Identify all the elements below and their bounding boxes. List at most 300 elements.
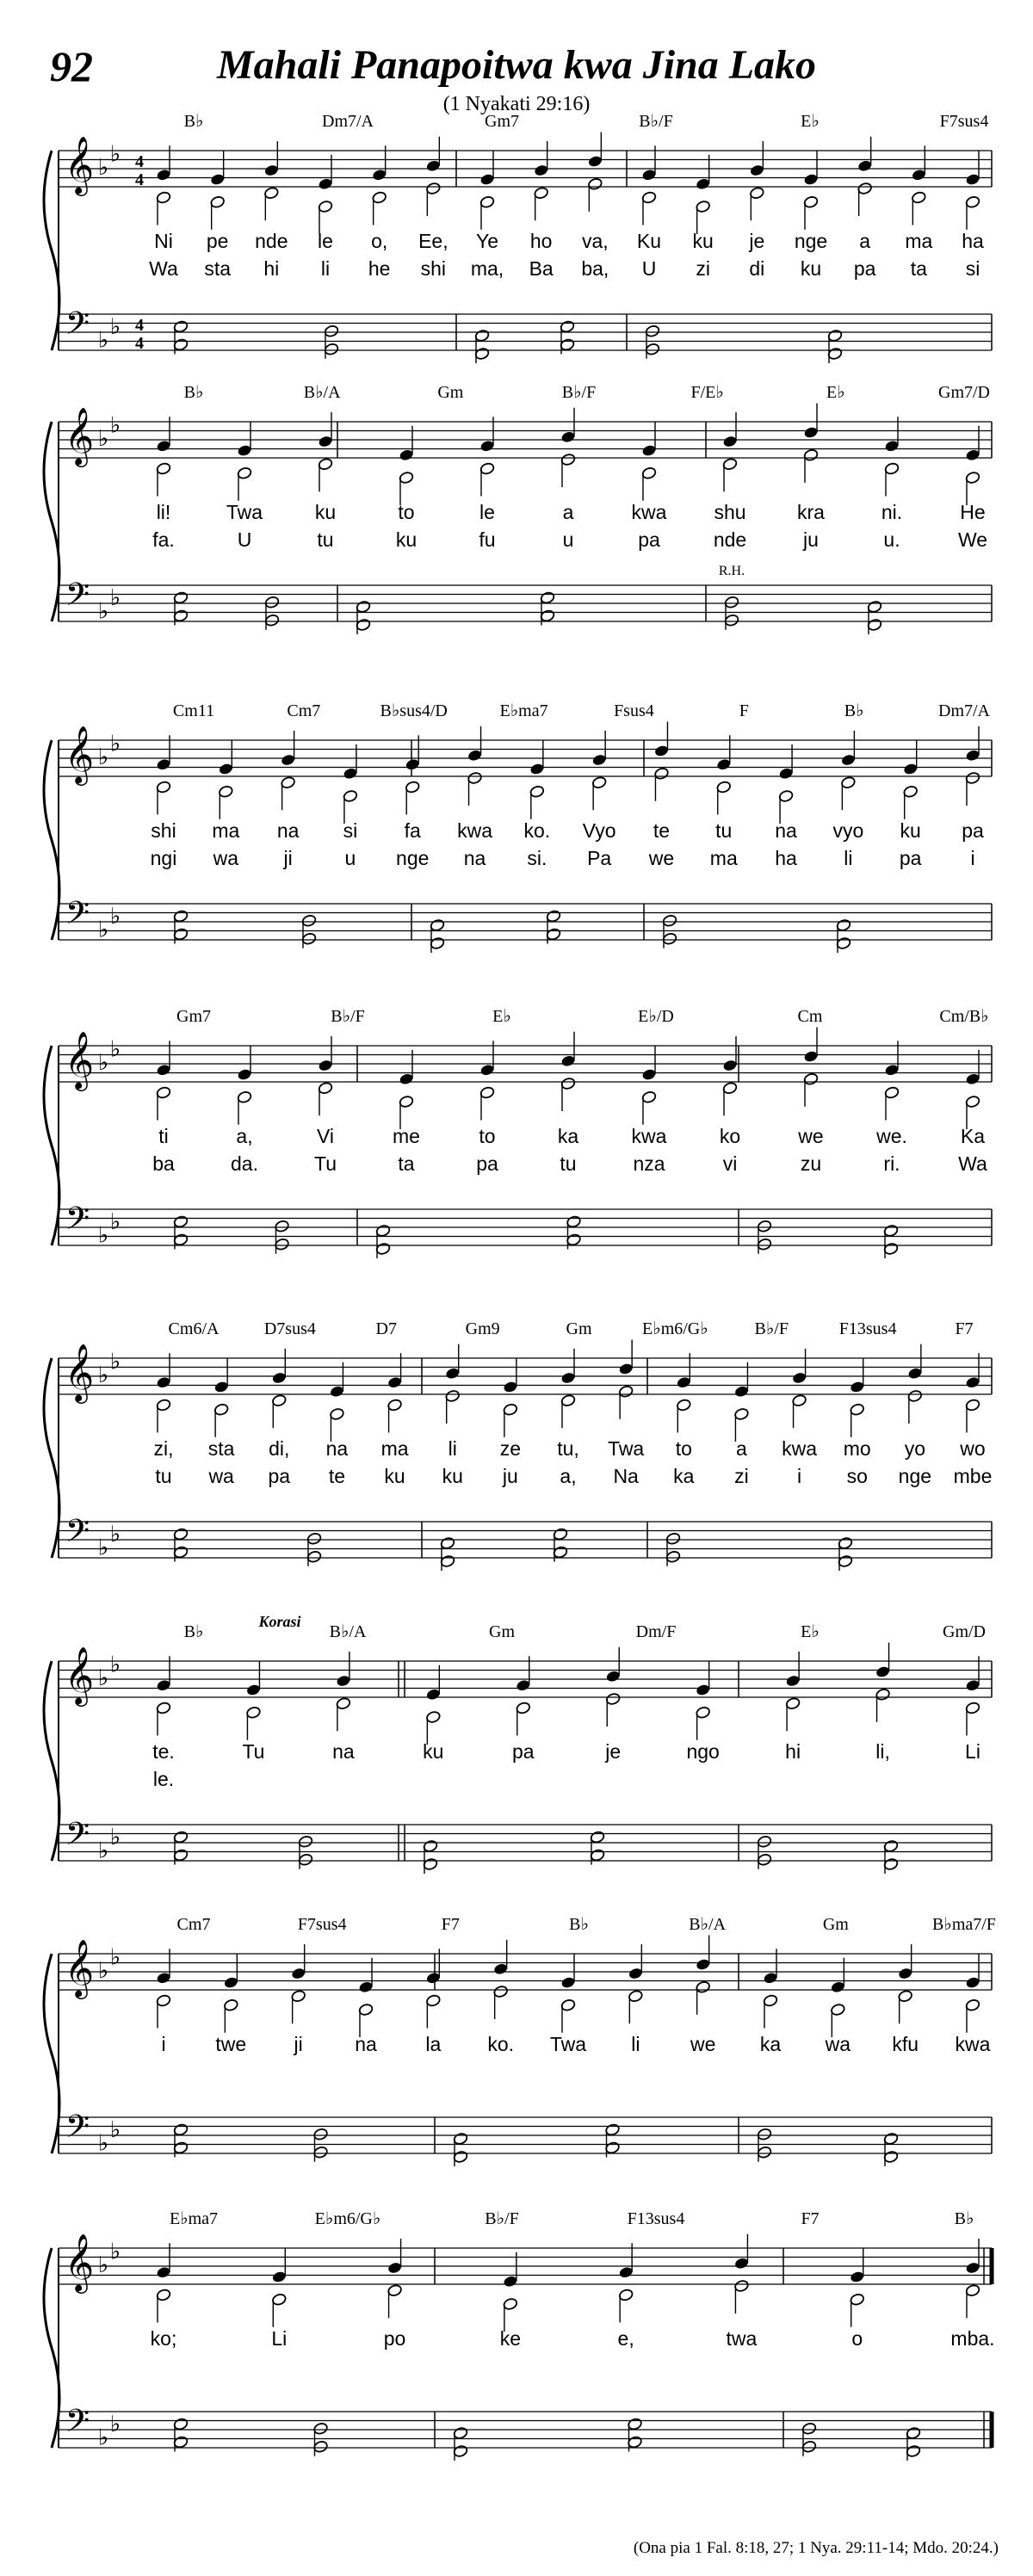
note-head-alto xyxy=(237,1090,252,1103)
note-head xyxy=(156,169,171,182)
note-head xyxy=(641,1068,657,1081)
bass-note-head xyxy=(430,918,445,931)
lyric-verse1: ku xyxy=(423,1740,444,1763)
bass-note-head xyxy=(313,2128,329,2140)
note-head-alto xyxy=(641,191,657,204)
lyric-verse1: ho xyxy=(529,230,553,252)
chord-symbol: B♭ xyxy=(569,1915,589,1934)
bass-note-head xyxy=(665,1532,681,1545)
bass-clef-icon: 𝄢 xyxy=(65,2109,90,2153)
key-flat-icon: ♭ xyxy=(97,327,109,354)
bass-clef-icon: 𝄢 xyxy=(65,1816,90,1860)
treble-clef-icon: 𝄞 xyxy=(64,725,95,783)
lyric-verse1: va, xyxy=(581,230,609,252)
lyric-verse2: ma, xyxy=(470,257,504,280)
bass-clef-icon: 𝄢 xyxy=(65,895,90,939)
note-head-alto xyxy=(840,776,856,789)
note-head-alto xyxy=(223,1998,238,2011)
note-head xyxy=(560,1054,576,1067)
note-head xyxy=(840,753,856,766)
lyric-verse1: Ye xyxy=(475,230,499,252)
note-head-alto xyxy=(898,1990,913,2003)
lyric-verse2: ngi xyxy=(150,847,177,869)
chord-symbol: B♭/A xyxy=(329,1622,367,1641)
note-head xyxy=(534,164,549,176)
bass-note-head xyxy=(883,1857,899,1870)
lyric-verse1: nde xyxy=(255,230,288,252)
note-head-alto xyxy=(722,458,738,471)
note-head-alto xyxy=(560,453,576,466)
note-head xyxy=(343,767,358,780)
bass-note-head xyxy=(801,2440,817,2453)
key-flat-icon: ♭ xyxy=(97,1958,109,1984)
note-head-alto xyxy=(156,191,171,204)
key-flat-icon: ♭ xyxy=(97,2425,109,2451)
bass-note-head xyxy=(645,343,660,355)
key-flat-icon: ♭ xyxy=(109,412,121,439)
note-head xyxy=(237,1068,252,1081)
lyric-verse1: Tu xyxy=(242,1740,265,1763)
bass-note-head xyxy=(883,1839,899,1852)
note-head-alto xyxy=(792,1394,807,1407)
lyric-verse2: li xyxy=(844,847,853,869)
note-head xyxy=(336,1674,351,1687)
system-brace xyxy=(44,422,59,621)
note-head-alto xyxy=(503,2297,518,2310)
lyric-verse1: li! xyxy=(156,501,171,523)
lyric-verse1: ngo xyxy=(686,1740,720,1763)
key-flat-icon: ♭ xyxy=(97,426,109,452)
system-brace xyxy=(44,1046,59,1245)
note-head xyxy=(445,1367,461,1380)
lyric-verse2: nge xyxy=(898,1465,932,1487)
bass-note-head xyxy=(553,1546,568,1559)
bass-clef-icon: 𝄢 xyxy=(65,2403,90,2447)
lyric-verse2: U xyxy=(237,528,252,551)
lyric-verse1: to xyxy=(398,501,415,523)
note-head-alto xyxy=(281,776,296,789)
lyric-verse1: zi, xyxy=(153,1437,174,1460)
lyric-verse2: vi xyxy=(722,1152,738,1175)
lyric-verse1: ko. xyxy=(523,819,551,842)
note-head-alto xyxy=(587,177,603,190)
bass-note-head xyxy=(838,1536,853,1549)
lyric-verse1: to xyxy=(675,1437,692,1460)
note-head xyxy=(425,1688,441,1701)
note-head-alto xyxy=(237,466,252,479)
note-head-alto xyxy=(733,2279,749,2292)
lyric-verse2: mbe xyxy=(953,1465,993,1487)
bass-note-head xyxy=(423,1839,438,1852)
lyric-verse2: ju xyxy=(803,528,819,551)
bass-note-head xyxy=(757,1238,772,1251)
note-head xyxy=(329,1385,344,1398)
note-head xyxy=(965,173,980,186)
lyric-verse1: la xyxy=(425,2033,442,2055)
lyric-verse1: to xyxy=(479,1125,496,1147)
chord-symbol: Gm7 xyxy=(485,112,519,131)
note-head-alto xyxy=(965,771,980,784)
note-head-alto xyxy=(399,1095,414,1108)
note-head xyxy=(223,1976,238,1989)
bass-note-head xyxy=(298,1835,313,1848)
lyric-verse1: na xyxy=(276,819,300,842)
bass-note-head xyxy=(801,2422,817,2435)
bass-note-head xyxy=(836,918,851,931)
note-head xyxy=(479,173,495,186)
lyric-verse1: le xyxy=(318,230,333,252)
key-flat-icon: ♭ xyxy=(109,2411,121,2437)
bass-note-head xyxy=(324,324,339,337)
key-flat-icon: ♭ xyxy=(97,1838,109,1864)
note-head xyxy=(372,169,387,182)
bass-note-head xyxy=(867,618,882,631)
lyric-verse2: nza xyxy=(633,1152,665,1175)
lyric-verse1: ti xyxy=(158,1125,169,1147)
system-brace xyxy=(44,151,59,350)
note-head xyxy=(965,2261,980,2274)
bass-note-head xyxy=(757,2146,772,2159)
note-head-alto xyxy=(358,2003,374,2016)
note-head xyxy=(156,440,171,453)
lyric-verse2: li xyxy=(320,257,331,280)
lyric-verse1: i xyxy=(161,2033,166,2055)
lyric-verse1: shi xyxy=(151,819,176,842)
treble-clef-icon: 𝄞 xyxy=(64,406,95,465)
note-head-alto xyxy=(218,785,233,798)
note-head-alto xyxy=(965,2284,980,2297)
note-head xyxy=(965,1679,980,1692)
bass-note-head xyxy=(662,932,677,945)
note-head xyxy=(830,1980,845,1993)
note-head xyxy=(722,435,738,448)
note-head-alto xyxy=(246,1706,262,1719)
lyric-verse1: tu, xyxy=(557,1437,579,1460)
bass-note-head xyxy=(173,591,189,604)
key-flat-icon: ♭ xyxy=(109,141,121,168)
chord-symbol: B♭/F xyxy=(754,1319,789,1338)
note-head xyxy=(857,159,873,172)
lyric-verse2: hi xyxy=(263,257,280,280)
lyric-verse2: he xyxy=(368,257,391,280)
bass-note-head xyxy=(757,1835,772,1848)
lyric-verse2: U xyxy=(641,257,657,280)
note-head xyxy=(722,1059,738,1072)
bass-note-head xyxy=(827,347,843,360)
lyric-verse2: u. xyxy=(883,528,900,551)
note-head-alto xyxy=(654,767,670,780)
system-brace xyxy=(44,740,59,940)
lyric-verse1: ji xyxy=(294,2033,303,2055)
chord-symbol: E♭ xyxy=(492,1007,511,1026)
key-flat-icon: ♭ xyxy=(109,1349,121,1375)
lyric-verse1: Twa xyxy=(608,1437,645,1460)
note-head-alto xyxy=(271,1394,287,1407)
lyric-verse1: li xyxy=(448,1437,457,1460)
lyric-verse1: je xyxy=(749,230,765,252)
lyric-verse2: fa. xyxy=(152,528,175,551)
chord-symbol: B♭ xyxy=(183,1622,204,1641)
lyric-verse1: ma xyxy=(905,230,933,252)
bass-clef-icon: 𝄢 xyxy=(65,1513,90,1557)
bass-note-head xyxy=(566,1233,582,1246)
key-flat-icon: ♭ xyxy=(109,313,121,340)
note-head xyxy=(733,2257,749,2270)
time-signature-top: 4 xyxy=(135,152,144,171)
chord-symbol: E♭ xyxy=(826,383,845,402)
note-head-alto xyxy=(479,195,495,208)
key-flat-icon: ♭ xyxy=(97,744,109,770)
chord-symbol: B♭sus4/D xyxy=(380,701,448,720)
time-signature-bottom: 4 xyxy=(135,170,144,189)
key-flat-icon: ♭ xyxy=(109,903,121,930)
bass-note-head xyxy=(264,596,280,608)
bass-note-head xyxy=(313,2146,329,2159)
bass-note-head xyxy=(540,609,555,622)
lyric-verse1: na xyxy=(775,819,797,842)
note-head xyxy=(291,1967,306,1980)
note-head-alto xyxy=(156,781,171,794)
lyric-verse1: Ee, xyxy=(418,230,448,252)
lyric-verse2: zu xyxy=(800,1152,822,1175)
chord-symbol: Gm7/D xyxy=(938,383,990,402)
lyric-verse2: tu xyxy=(155,1465,172,1487)
note-head xyxy=(503,1381,518,1393)
bass-note-head xyxy=(605,2141,621,2154)
lyric-verse1: po xyxy=(383,2327,406,2350)
lyric-verse1: kwa xyxy=(457,819,492,842)
lyric-verse1: di, xyxy=(269,1437,290,1460)
note-head xyxy=(213,1381,229,1393)
lyric-verse1: sta xyxy=(207,1437,235,1460)
lyric-verse2: ju xyxy=(502,1465,518,1487)
lyric-verse1: He xyxy=(960,501,986,523)
bass-note-head xyxy=(430,936,445,949)
note-head-alto xyxy=(529,785,545,798)
bass-note-head xyxy=(628,2436,643,2449)
note-head-alto xyxy=(560,1998,576,2011)
note-head xyxy=(850,1381,865,1393)
bass-note-head xyxy=(313,2440,329,2453)
note-head-alto xyxy=(560,1077,576,1090)
chord-symbol: Cm11 xyxy=(172,701,215,720)
note-head-alto xyxy=(716,781,732,794)
lyric-verse2: ri. xyxy=(883,1152,900,1175)
lyric-verse1: a xyxy=(562,501,574,523)
chord-symbol: B♭/F xyxy=(561,383,597,402)
system-brace xyxy=(44,1661,59,1861)
lyric-verse2: u xyxy=(344,847,356,869)
note-head-alto xyxy=(503,1403,518,1416)
bass-note-head xyxy=(275,1220,290,1232)
note-head xyxy=(716,758,732,771)
lyric-verse2: pa xyxy=(638,528,660,551)
hymn-scripture: (1 Nyakati 29:16) xyxy=(442,93,591,115)
lyric-verse2: Wa xyxy=(958,1152,987,1175)
note-head-alto xyxy=(445,1389,461,1402)
key-flat-icon: ♭ xyxy=(109,1944,121,1971)
lyric-verse1: me xyxy=(393,1125,420,1147)
lyric-verse2: we xyxy=(648,847,675,869)
note-head xyxy=(696,1958,711,1971)
lyric-verse1: Ni xyxy=(154,230,173,252)
lyric-verse2: ta xyxy=(910,257,927,280)
lyric-verse1: Li xyxy=(965,1740,980,1763)
note-head xyxy=(479,1064,495,1077)
note-head-alto xyxy=(318,1082,333,1095)
chord-symbol: Dm/F xyxy=(635,1622,677,1641)
chord-symbol: Gm9 xyxy=(465,1319,500,1338)
note-head xyxy=(965,749,980,762)
note-head-alto xyxy=(387,2284,403,2297)
lyric-verse2: le. xyxy=(152,1768,175,1790)
chord-symbol: B♭ xyxy=(183,383,204,402)
note-head-alto xyxy=(156,2289,171,2301)
note-head-alto xyxy=(884,462,900,475)
lyric-verse1: kwa xyxy=(631,501,667,523)
bass-note-head xyxy=(173,609,189,622)
treble-clef-icon: 𝄞 xyxy=(64,1030,95,1089)
note-head xyxy=(387,1376,403,1389)
bass-note-head xyxy=(356,618,371,631)
chord-symbol: Cm6/A xyxy=(168,1319,220,1338)
chord-symbol: B♭ xyxy=(844,701,864,720)
note-head xyxy=(425,1972,441,1985)
note-head-alto xyxy=(785,1697,801,1710)
bass-note-head xyxy=(757,1220,772,1232)
note-head xyxy=(156,758,171,771)
lyric-verse2: u xyxy=(562,528,574,551)
note-head xyxy=(318,1059,333,1072)
bass-note-head xyxy=(173,2418,189,2431)
bass-note-head xyxy=(883,1242,899,1255)
treble-clef-icon: 𝄞 xyxy=(64,1343,95,1401)
chord-symbol: B♭/A xyxy=(689,1915,727,1934)
chord-symbol: B♭/F xyxy=(485,2209,519,2228)
note-head xyxy=(246,1683,262,1696)
bass-clef-icon: 𝄢 xyxy=(65,1201,90,1245)
lyric-verse2: ku xyxy=(800,257,822,280)
bass-note-head xyxy=(173,1528,189,1541)
note-head-alto xyxy=(722,1082,738,1095)
lyric-verse2: a, xyxy=(560,1465,577,1487)
system-brace xyxy=(44,2248,59,2448)
chord-symbol: B♭ xyxy=(954,2209,974,2228)
lyric-verse1: ma xyxy=(212,819,240,842)
note-head xyxy=(387,2261,403,2274)
note-head-alto xyxy=(965,1998,980,2011)
bass-note-head xyxy=(453,2444,468,2457)
note-head-alto xyxy=(907,1389,923,1402)
bass-note-head xyxy=(590,1831,605,1844)
note-head-alto xyxy=(884,1086,900,1099)
note-head xyxy=(591,753,607,766)
key-flat-icon: ♭ xyxy=(109,731,121,757)
section-label: Korasi xyxy=(258,1613,301,1630)
chord-symbol: B♭/F xyxy=(331,1007,365,1026)
bass-note-head xyxy=(173,910,189,923)
lyric-verse1: Twa xyxy=(549,2033,587,2055)
key-flat-icon: ♭ xyxy=(109,1208,121,1235)
lyric-verse2: Wa xyxy=(149,257,178,280)
note-head xyxy=(516,1679,531,1692)
key-flat-icon: ♭ xyxy=(109,1521,121,1547)
key-flat-icon: ♭ xyxy=(97,1222,109,1249)
lyric-verse2: ba, xyxy=(581,257,609,280)
bass-note-head xyxy=(173,320,189,333)
chord-symbol: F7 xyxy=(441,1915,460,1934)
bass-note-head xyxy=(440,1536,455,1549)
chord-symbol: E♭ma7 xyxy=(499,701,548,720)
note-head xyxy=(281,753,296,766)
treble-clef-icon: 𝄞 xyxy=(64,2233,95,2291)
key-flat-icon: ♭ xyxy=(97,2130,109,2157)
note-head xyxy=(560,1371,576,1384)
system-2 xyxy=(44,404,992,635)
lyric-verse1: Vyo xyxy=(582,819,616,842)
lyric-verse1: hi xyxy=(785,1740,801,1763)
bass-note-head xyxy=(440,1554,455,1567)
note-head xyxy=(479,440,495,453)
note-head-alto xyxy=(467,771,483,784)
lyric-verse2: ka xyxy=(673,1465,695,1487)
note-head-alto xyxy=(696,200,711,213)
note-head-alto xyxy=(291,1990,306,2003)
chord-symbol: F13sus4 xyxy=(627,2209,685,2228)
note-head-alto xyxy=(343,789,358,802)
lyric-verse1: Li xyxy=(271,2327,288,2350)
bass-note-head xyxy=(838,1554,853,1567)
lyric-verse1: ko. xyxy=(487,2033,515,2055)
lyric-verse1: ka xyxy=(557,1125,579,1147)
bass-note-head xyxy=(173,1215,189,1228)
key-flat-icon: ♭ xyxy=(97,598,109,625)
note-head xyxy=(467,749,483,762)
bass-note-head xyxy=(173,1831,189,1844)
lyric-verse1: Vi xyxy=(316,1125,335,1147)
note-head xyxy=(850,2270,865,2283)
chord-symbol: F7 xyxy=(801,2209,820,2228)
lyric-verse1: na xyxy=(332,1740,355,1763)
note-head-alto xyxy=(156,1399,171,1412)
bass-note-head xyxy=(546,928,561,941)
bass-note-head xyxy=(628,2418,643,2431)
lyric-verse2: ji xyxy=(283,847,293,869)
note-head xyxy=(237,444,252,457)
note-head-alto xyxy=(676,1399,691,1412)
bass-note-head xyxy=(173,338,189,351)
lyric-verse1: o, xyxy=(371,230,388,252)
key-flat-icon: ♭ xyxy=(109,584,121,611)
chord-symbol: Gm xyxy=(822,1915,849,1934)
right-hand-annotation: R.H. xyxy=(718,564,745,578)
bass-note-head xyxy=(275,1238,290,1251)
lyric-verse2: wa xyxy=(213,847,239,869)
lyric-verse1: kwa xyxy=(955,2033,991,2055)
bass-note-head xyxy=(757,2128,772,2140)
chord-symbol: Cm xyxy=(797,1007,823,1026)
note-head-alto xyxy=(405,781,420,794)
note-head xyxy=(156,2266,171,2279)
key-flat-icon: ♭ xyxy=(109,2116,121,2143)
note-head xyxy=(696,1683,711,1696)
note-head-alto xyxy=(696,1706,711,1719)
note-head-alto xyxy=(641,1090,657,1103)
note-head-alto xyxy=(516,1702,531,1714)
lyric-verse2: ku xyxy=(384,1465,405,1487)
bass-note-head xyxy=(173,2123,189,2136)
lyric-verse1: ku xyxy=(900,819,921,842)
